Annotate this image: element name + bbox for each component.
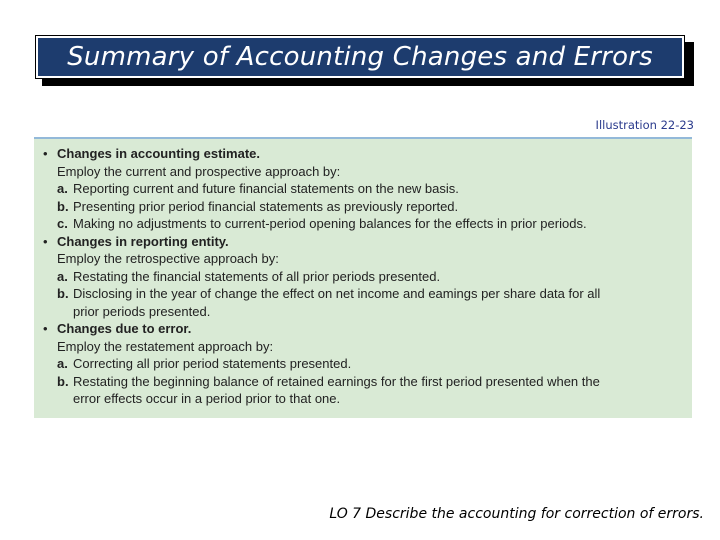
list-item <box>57 355 692 373</box>
item-text: Correcting all prior period statements presented. <box>73 356 352 371</box>
section-heading: Changes due to error. <box>57 321 192 336</box>
title-banner <box>36 36 684 78</box>
item-text: Restating the beginning balance of retained earnings for the first period presented when the <box>73 373 600 389</box>
item-text: prior periods presented. <box>73 303 211 319</box>
bullet-icon: • <box>43 146 48 161</box>
item-text: Restating the financial statements of all prior periods presented. <box>73 268 441 284</box>
item-letter: b. <box>57 373 69 389</box>
learning-objective-footer: LO 7 Describe the accounting for correction of errors. <box>329 506 704 522</box>
item-text: error effects occur in a period prior to that one. <box>73 391 341 406</box>
list-item <box>57 215 692 233</box>
item-letter: a. <box>57 268 68 284</box>
bullet-icon: • <box>43 321 48 336</box>
section-intro: Employ the current and prospective approach by: <box>57 163 341 179</box>
bullet-icon: • <box>43 233 48 249</box>
section-intro: Employ the restatement approach by: <box>57 338 274 354</box>
item-letter: c. <box>57 216 68 231</box>
illustration-label: Illustration 22-23 <box>595 118 694 132</box>
list-item <box>57 180 692 198</box>
summary-section <box>34 320 692 408</box>
section-heading: Changes in accounting estimate. <box>57 146 260 161</box>
section-list <box>34 139 692 408</box>
list-item <box>57 198 692 216</box>
summary-section <box>34 145 692 233</box>
list-item <box>57 268 692 286</box>
section-intro: Employ the retrospective approach by: <box>57 251 279 266</box>
item-text: Presenting prior period financial statements as previously reported. <box>73 198 459 214</box>
item-text: Making no adjustments to current-period opening balances for the effects in prior periods. <box>73 216 587 231</box>
summary-section <box>34 233 692 321</box>
list-item <box>57 373 692 408</box>
slide-title: Summary of Accounting Changes and Errors <box>67 42 653 72</box>
item-letter: a. <box>57 181 68 196</box>
item-letter: b. <box>57 198 69 214</box>
list-item <box>57 285 692 320</box>
item-letter: b. <box>57 286 69 301</box>
item-text: Reporting current and future financial statements on the new basis. <box>73 181 459 196</box>
item-text: Disclosing in the year of change the effect on net income and eamings per share data for all <box>73 286 601 301</box>
summary-panel <box>34 137 692 418</box>
section-heading: Changes in reporting entity. <box>57 233 229 249</box>
item-letter: a. <box>57 356 68 371</box>
